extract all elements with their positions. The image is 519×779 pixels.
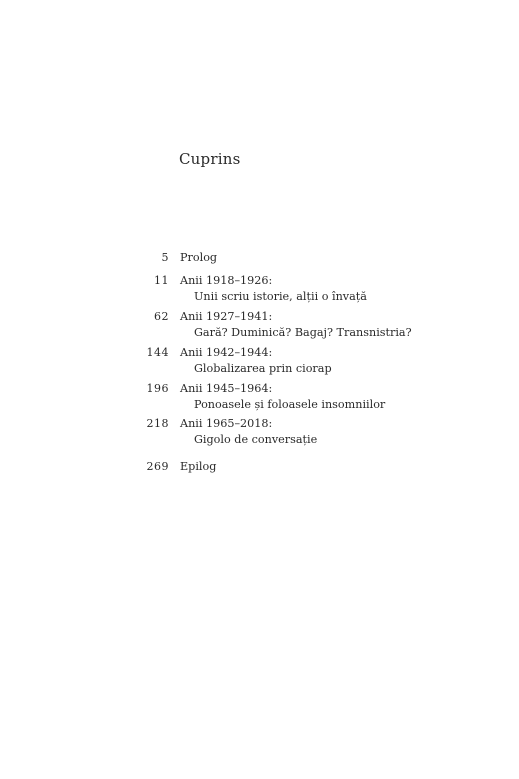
page-title: Cuprins [179,150,241,168]
toc-label: Anii 1942–1944: [180,346,273,359]
toc-label: Anii 1927–1941: [180,310,273,323]
toc-page-number: 5 [161,251,169,264]
toc-label: Epilog [180,460,217,473]
toc-subtitle: Globalizarea prin ciorap [194,362,332,375]
toc-page-number: 218 [146,417,169,430]
toc-page-number: 62 [154,310,169,323]
toc-page-number: 196 [146,382,169,395]
toc-label: Anii 1918–1926: [180,274,273,287]
toc-label: Anii 1945–1964: [180,382,273,395]
toc-page-number: 144 [146,346,169,359]
toc-page-number: 269 [146,460,169,473]
toc-subtitle: Gară? Duminică? Bagaj? Transnistria? [194,326,412,339]
toc-subtitle: Ponoasele și foloasele insomniilor [194,398,386,411]
toc-label: Prolog [180,251,218,264]
toc-label: Anii 1965–2018: [180,417,273,430]
toc-page-number: 11 [154,274,169,287]
toc-subtitle: Gigolo de conversație [194,433,318,446]
toc-subtitle: Unii scriu istorie, alții o învață [194,290,367,303]
